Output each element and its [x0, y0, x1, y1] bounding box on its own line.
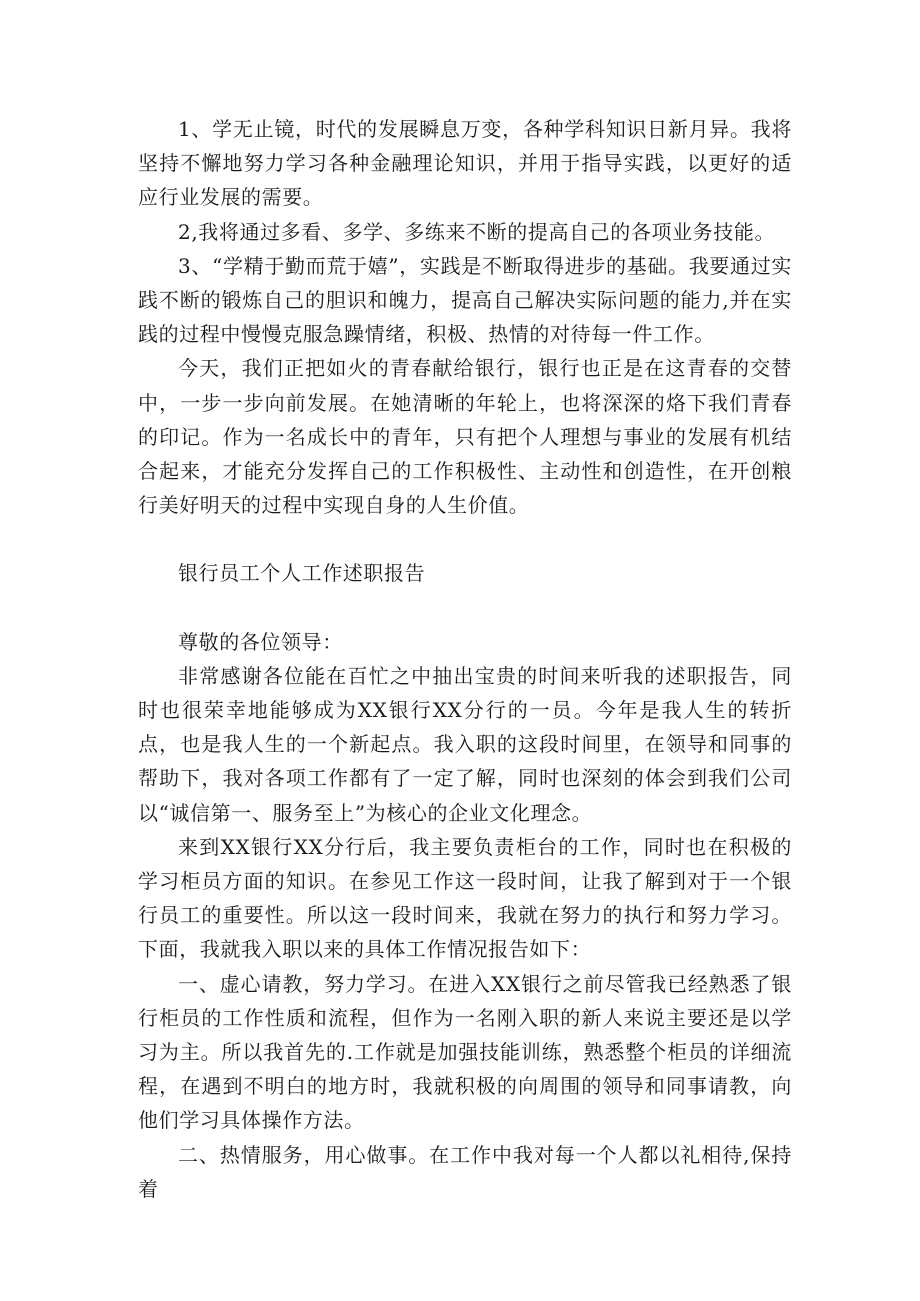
paragraph-6: 来到XX银行XX分行后，我主要负责柜台的工作，同时也在积极的学习柜员方面的知识。在参见工作这一段时间，让我了解到对于一个银行员工的重要性。所以这一段时间来，我就在努力的执行和努力学习。下面，我就我入职以来的具体工作情况报告如下： — [138, 834, 792, 962]
document-body — [138, 112, 792, 1206]
paragraph-3: 3、“学精于勤而荒于嬉”，实践是不断取得进步的基础。我要通过实践不断的锻炼自己的胆识和魄力，提高自己解决实际问题的能力,并在实践的过程中慢慢克服急躁情绪，积极、热情的对待每一件工作。 — [138, 253, 792, 347]
section-title: 银行员工个人工作述职报告 — [178, 561, 426, 586]
salutation: 尊敬的各位领导： — [178, 629, 343, 654]
paragraph-7: 一、虚心请教，努力学习。在进入XX银行之前尽管我已经熟悉了银行柜员的工作性质和流程，但作为一名刚入职的新人来说主要还是以学习为主。所以我首先的.工作就是加强技能训练，熟悉整个柜员的详细流程，在遇到不明白的地方时，我就积极的向周围的领导和同事请教，向他们学习具体操作方法。 — [138, 971, 792, 1133]
paragraph-1: 1、学无止镜，时代的发展瞬息万变，各种学科知识日新月异。我将坚持不懈地努力学习各种金融理论知识，并用于指导实践，以更好的适应行业发展的需要。 — [138, 117, 792, 210]
paragraph-2: 2,我将通过多看、多学、多练来不断的提高自己的各项业务技能。 — [178, 219, 776, 244]
paragraph-5: 非常感谢各位能在百忙之中抽出宝贵的时间来听我的述职报告，同时也很荣幸地能够成为XX银行XX分行的一员。今年是我人生的转折点，也是我人生的一个新起点。我入职的这段时间里，在领导和同事的帮助下，我对各项工作都有了一定了解，同时也深刻的体会到我们公司以“诚信第一、服务至上”为核心的企业文化理念。 — [138, 663, 792, 825]
paragraph-4: 今天，我们正把如火的青春献给银行，银行也正是在这青春的交替中，一步一步向前发展。在她清晰的年轮上，也将深深的烙下我们青春的印记。作为一名成长中的青年，只有把个人理想与事业的发展有机结合起来，才能充分发挥自己的工作积极性、主动性和创造性，在开创粮行美好明天的过程中实现自身的人生价值。 — [138, 356, 792, 518]
paragraph-8: 二、热情服务，用心做事。在工作中我对每一个人都以礼相待,保持着 — [138, 1142, 792, 1201]
